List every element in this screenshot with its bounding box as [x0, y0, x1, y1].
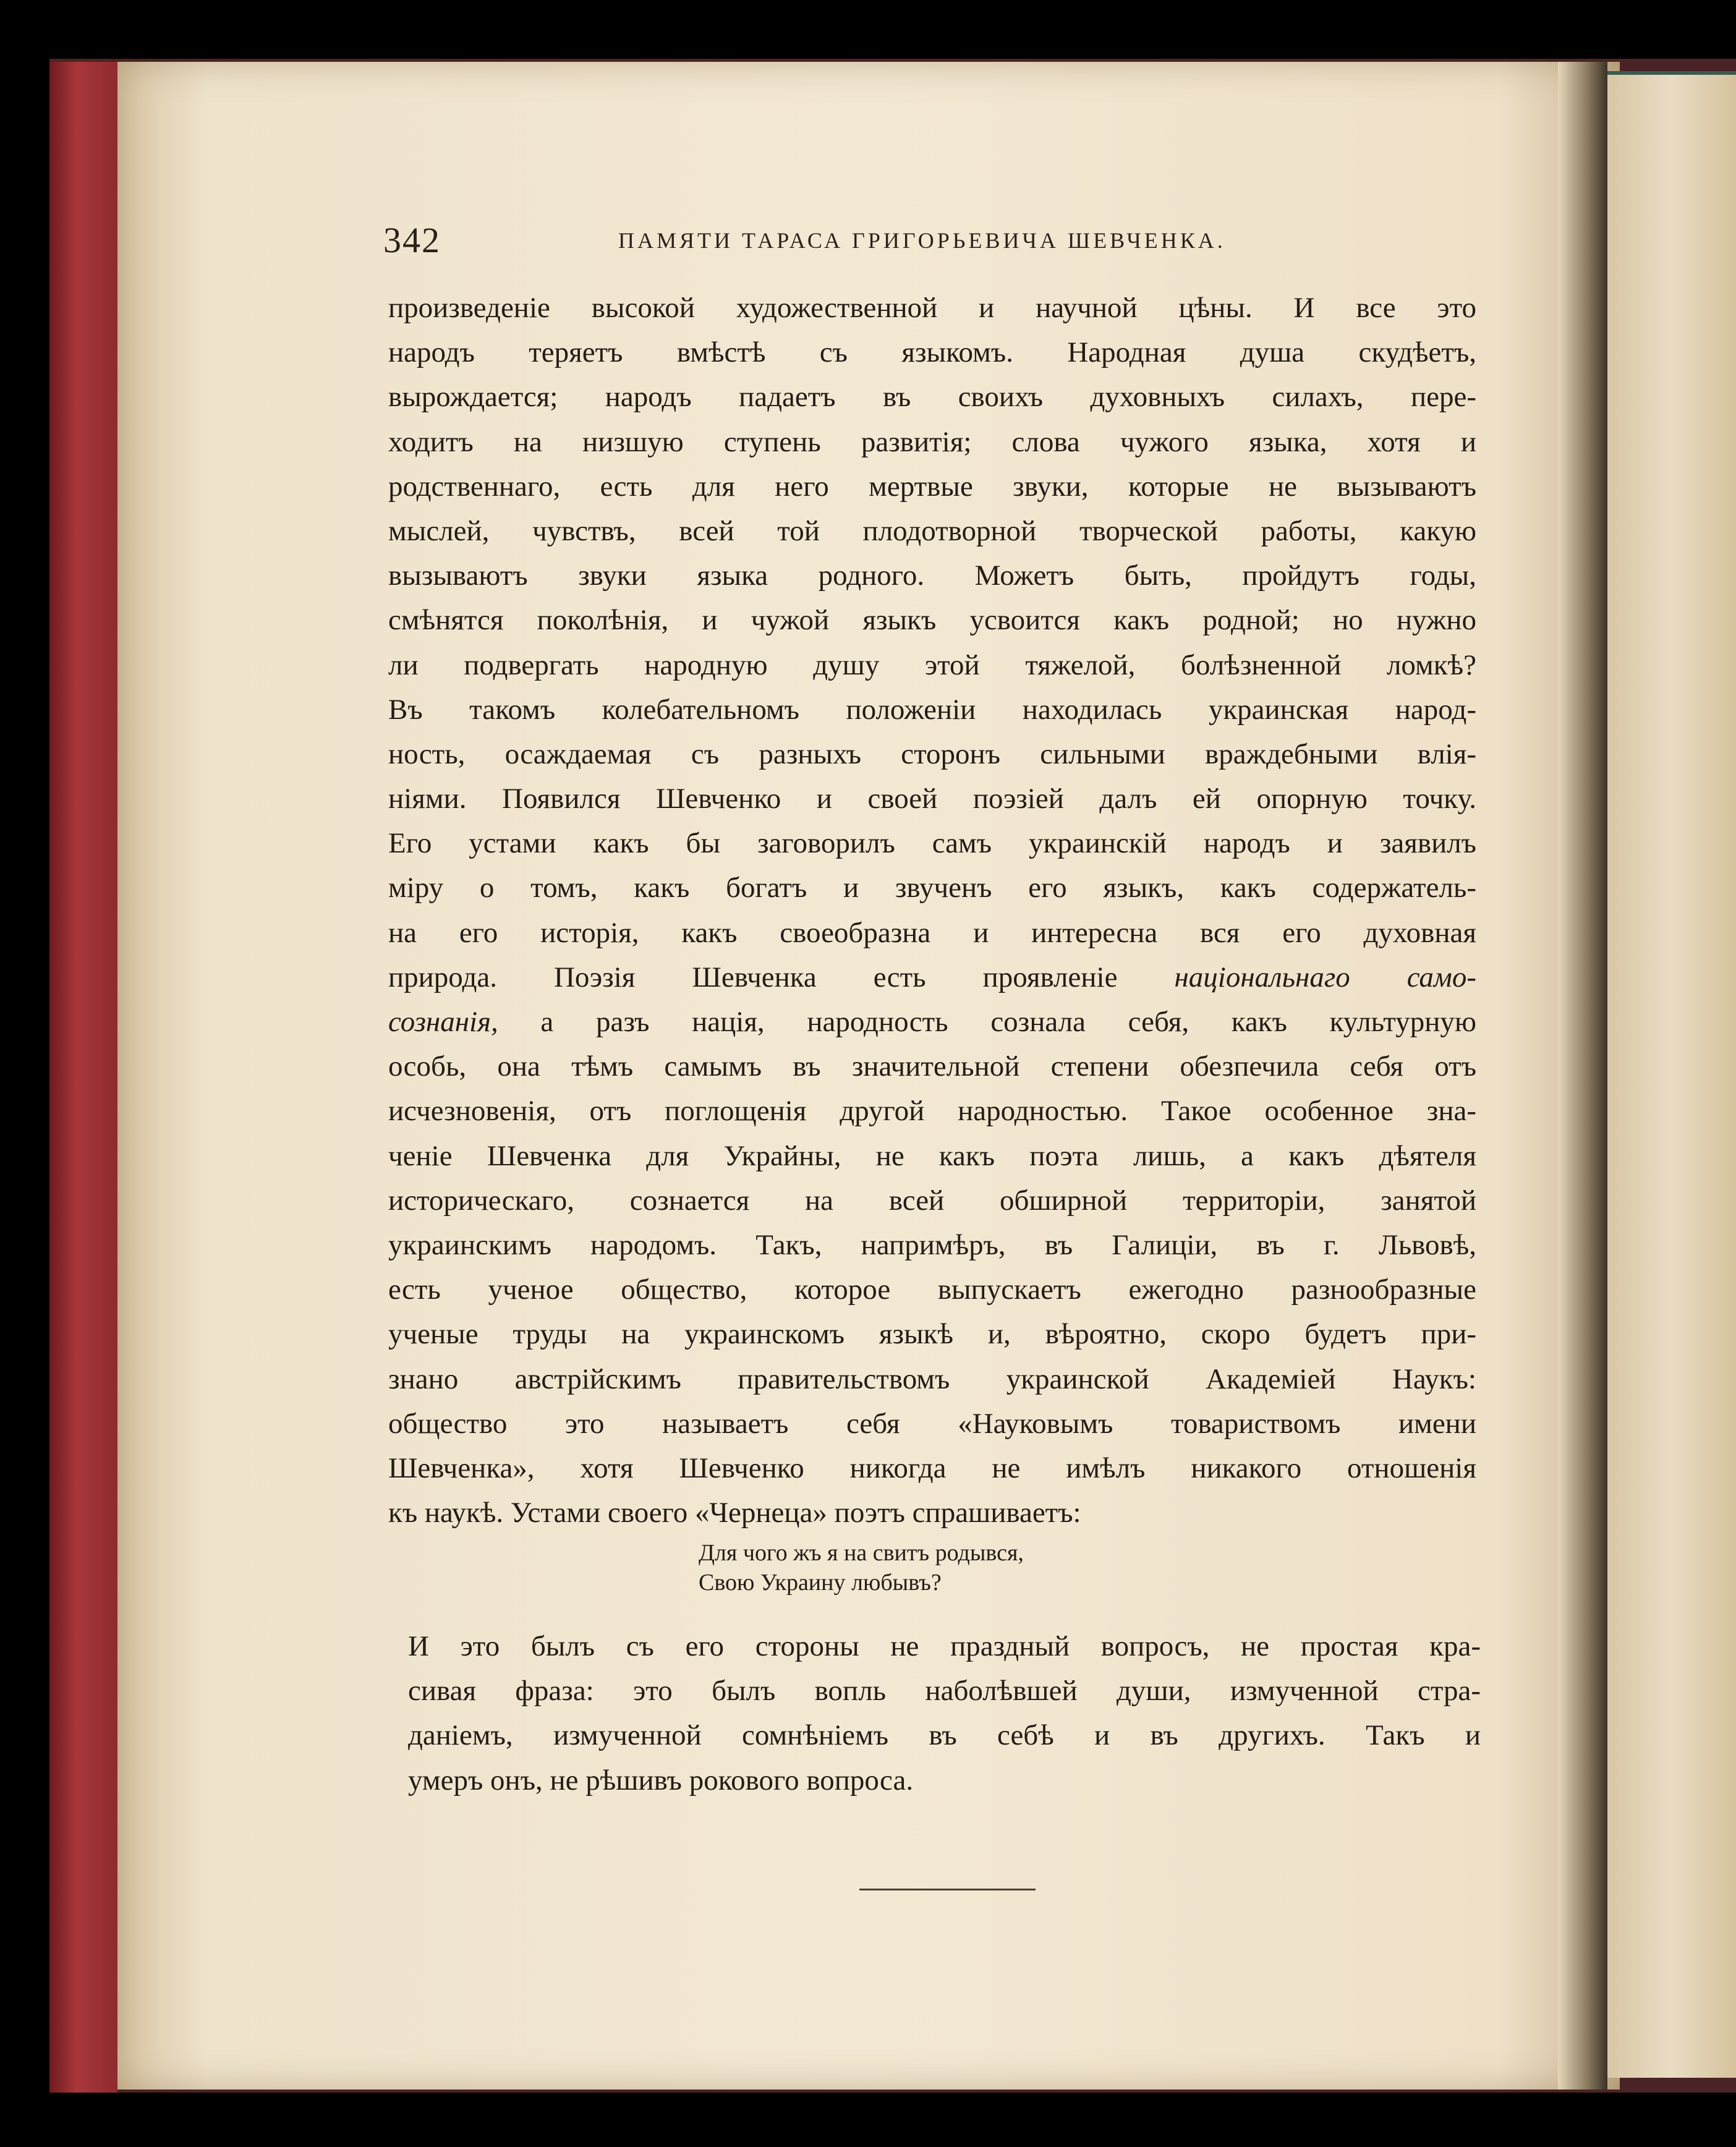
- text-line: И это былъ съ его стороны не праздный вопросъ, не простая кра-: [408, 1630, 1481, 1662]
- text-line: вызываютъ звуки языка родного. Можетъ быть, пройдутъ годы,: [388, 559, 1476, 592]
- text-line: ученые труды на украинскомъ языкѣ и, вѣроятно, скоро будетъ при-: [388, 1318, 1476, 1351]
- text-line: произведеніе высокой художественной и научной цѣны. И все это: [388, 292, 1476, 324]
- page-number: 342: [383, 220, 441, 260]
- text-line: смѣнятся поколѣнія, и чужой языкъ усвоится какъ родной; но нужно: [388, 604, 1476, 637]
- paragraph-2: [408, 1624, 1481, 1803]
- text-line: Въ такомъ колебательномъ положеніи находилась украинская народ-: [388, 693, 1476, 726]
- text-line: ходитъ на низшую ступень развитія; слова чужого языка, хотя и: [388, 425, 1476, 458]
- text-line: народъ теряетъ вмѣстѣ съ языкомъ. Народная душа скудѣетъ,: [388, 336, 1476, 369]
- text-line: на его исторія, какъ своеобразна и интересна вся его духовная: [388, 916, 1476, 949]
- text-line: знано австрійскимъ правительствомъ украинской Академіей Наукъ:: [388, 1363, 1476, 1395]
- text-line: мыслей, чувствъ, всей той плодотворной творческой работы, какую: [388, 514, 1476, 547]
- verse-line: Для чого жъ я на свитъ родывся,: [699, 1540, 1024, 1566]
- text-segment: природа. Поэзія Шевченка есть проявленіе: [388, 961, 1118, 993]
- text-line-with-italic: [388, 1000, 1476, 1044]
- verse-quote: [699, 1538, 1024, 1597]
- text-segment: а разъ нація, народность сознала себя, какъ культурную: [540, 1006, 1476, 1038]
- facing-page-edge: [1607, 71, 1736, 2078]
- italic-emphasis: національнаго само-: [1174, 961, 1476, 993]
- italic-emphasis: сознанія,: [388, 1006, 498, 1038]
- text-line: вырождается; народъ падаетъ въ своихъ духовныхъ силахъ, пере-: [388, 381, 1476, 414]
- section-rule: [859, 1889, 1036, 1890]
- text-line: историческаго, сознается на всей обширной территоріи, занятой: [388, 1184, 1476, 1217]
- text-line: общество это называетъ себя «Науковымъ товариствомъ имени: [388, 1407, 1476, 1440]
- text-line: къ наукѣ. Устами своего «Чернеца» поэтъ спрашиваетъ:: [388, 1497, 1081, 1529]
- text-line: Его устами какъ бы заговорилъ самъ украинскій народъ и заявилъ: [388, 827, 1476, 860]
- verse-line: Свою Украину любывъ?: [699, 1570, 942, 1596]
- red-book-edge: [49, 62, 117, 2093]
- text-line: ніями. Появился Шевченко и своей поэзіей далъ ей опорную точку.: [388, 783, 1476, 815]
- text-line: родственнаго, есть для него мертвые звуки, которые не вызываютъ: [388, 470, 1476, 503]
- text-line: украинскимъ народомъ. Такъ, напримѣръ, въ Галиціи, въ г. Львовѣ,: [388, 1228, 1476, 1261]
- text-line: исчезновенія, отъ поглощенія другой народностью. Такое особенное зна-: [388, 1095, 1476, 1128]
- text-line-with-italic: [388, 955, 1476, 1000]
- text-line: ченіе Шевченка для Украйны, не какъ поэта лишь, а какъ дѣятеля: [388, 1139, 1476, 1172]
- text-line: есть ученое общество, которое выпускаетъ ежегодно разнообразные: [388, 1273, 1476, 1306]
- text-line: ность, осаждаемая съ разныхъ сторонъ сильными враждебными влія-: [388, 738, 1476, 770]
- paragraph-1: [388, 286, 1476, 1535]
- text-line: Шевченка», хотя Шевченко никогда не имѣлъ никакого отношенія: [388, 1452, 1476, 1484]
- page-gutter: [1558, 62, 1607, 2090]
- text-line: особь, она тѣмъ самымъ въ значительной степени обезпечила себя отъ: [388, 1050, 1476, 1083]
- text-line: сивая фраза: это былъ вопль наболѣвшей души, измученной стра-: [408, 1675, 1481, 1707]
- running-head-title: ПАМЯТИ ТАРАСА ГРИГОРЬЕВИЧА ШЕВЧЕНКА.: [618, 228, 1226, 253]
- text-line: даніемъ, измученной сомнѣніемъ въ себѣ и въ другихъ. Такъ и: [408, 1719, 1481, 1752]
- text-line: міру о томъ, какъ богатъ и звученъ его языкъ, какъ содержатель-: [388, 872, 1476, 904]
- text-line: умеръ онъ, не рѣшивъ рокового вопроса.: [408, 1764, 914, 1796]
- text-line: ли подвергать народную душу этой тяжелой, болѣзненной ломкѣ?: [388, 648, 1476, 681]
